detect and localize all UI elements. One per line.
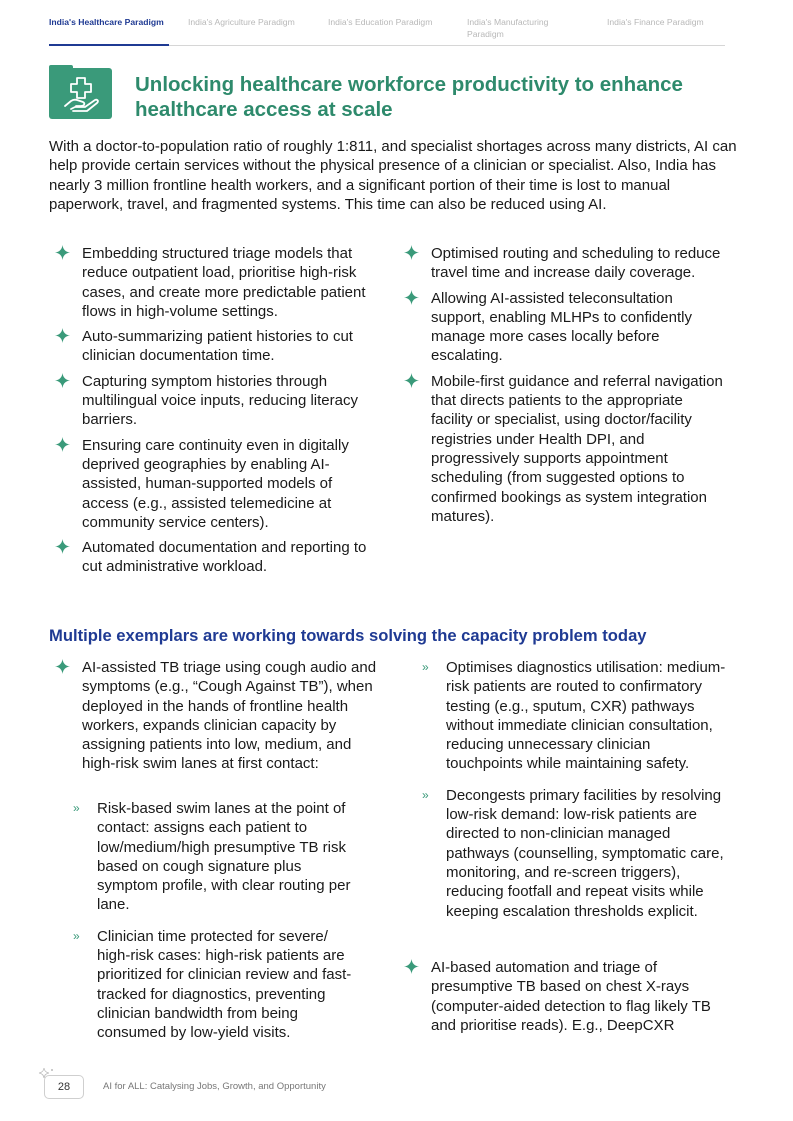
list-item: Optimised routing and scheduling to reduce travel time and increase daily coverage. (398, 244, 728, 283)
list-item: Capturing symptom histories through multilingual voice inputs, reducing literacy barriers. (49, 372, 379, 430)
sparkle-icon (404, 290, 419, 305)
bullet-list-left (49, 244, 379, 583)
double-chevron-icon: » (422, 787, 429, 802)
list-item: » Optimises diagnostics utilisation: medium-risk patients are routed to confirmatory testing (e.g., sputum, CXR) pathways without immediate clinician consultation, reducing unnecessary clinician touchpoints while maintaining safety. (422, 659, 726, 773)
paradigm-tabs (49, 16, 725, 46)
sparkle-icon (404, 959, 419, 974)
tab-healthcare[interactable]: India's Healthcare Paradigm (49, 16, 169, 46)
page-number: 28 (44, 1075, 84, 1099)
exemplar-sub-list-right (412, 658, 728, 933)
tab-manufacturing[interactable]: India's Manufacturing Paradigm (467, 17, 549, 39)
list-item: Ensuring care continuity even in digitally deprived geographies by enabling AI-assisted, human-supported models of access (e.g., assisted telemedicine at community service centers). (49, 436, 379, 532)
sparkle-icon (55, 328, 70, 343)
list-item: Allowing AI-assisted teleconsultation support, enabling MLHPs to confidently manage more cases locally before escalating. (398, 289, 728, 366)
tab-agriculture[interactable]: India's Agriculture Paradigm (188, 17, 295, 27)
sparkle-icon (55, 659, 70, 674)
bullet-list-right (398, 244, 728, 532)
double-chevron-icon: » (422, 660, 429, 674)
double-chevron-icon: » (73, 928, 80, 943)
list-item: Mobile-first guidance and referral navigation that directs patients to the appropriate facility or specialist, using doctor/facility registries under Health DPI, and progressively supports appointment scheduling (from suggested options to confirmed bookings as system integration matures). (398, 372, 728, 526)
exemplar-second-list (398, 958, 728, 1041)
sparkle-icon (404, 373, 419, 388)
exemplar-sub-list-left (63, 799, 363, 1055)
list-item: Auto-summarizing patient histories to cut clinician documentation time. (49, 327, 379, 366)
intro-paragraph: With a doctor-to-population ratio of roughly 1:811, and specialist shortages across many districts, AI can help provide certain services without the physical presence of a clinician or specialist. Also, India has nearly 3 million frontline health workers, and a significant portion of their time is lost to manual paperwork, travel, and fragmented systems. This time can also be reduced using AI. (49, 138, 737, 213)
list-item: » Clinician time protected for severe/ high-risk cases: high-risk patients are prioritized for clinician review and fast-tracked for diagnostics, preventing clinician bandwidth from being consumed by low-yield visits. (73, 927, 352, 1042)
footer-title: AI for ALL: Catalysing Jobs, Growth, and Opportunity (103, 1081, 326, 1092)
sparkle-icon (55, 539, 70, 554)
list-item: Automated documentation and reporting to cut administrative workload. (49, 538, 379, 577)
exemplars-heading: Multiple exemplars are working towards solving the capacity problem today (49, 626, 647, 645)
sparkle-icon (55, 437, 70, 452)
list-item: AI-based automation and triage of presumptive TB based on chest X-rays (computer-aided detection to flag likely TB and prioritise reads). E.g., DeepCXR (398, 958, 728, 1035)
list-item: AI-assisted TB triage using cough audio and symptoms (e.g., “Cough Against TB”), when deployed in the hands of frontline health workers, expands clinician capacity by assigning patients into low, medium, and high-risk swim lanes at first contact: (49, 658, 379, 774)
exemplar-main-list (49, 658, 379, 780)
list-item: » Decongests primary facilities by resolving low-risk demand: low-risk patients are directed to non-clinician managed pathways (counselling, symptomatic care, monitoring, and re-screen triggers), reducing footfall and repeat visits while keeping escalation thresholds explicit. (422, 786, 724, 920)
sparkle-icon (55, 373, 70, 388)
sparkle-icon (55, 245, 70, 260)
section-title: Unlocking healthcare workforce productivity to enhance healthcare access at scale (135, 73, 683, 121)
tab-education[interactable]: India's Education Paradigm (328, 17, 433, 27)
list-item: Embedding structured triage models that reduce outpatient load, prioritise high-risk cases, and create more predictable patient flows in high-volume settings. (49, 244, 379, 321)
hand-holding-medical-cross-icon (49, 68, 112, 119)
list-item: » Risk-based swim lanes at the point of contact: assigns each patient to low/medium/high presumptive TB risk based on cough signature plus symptom profile, with clear routing per lane. (73, 800, 351, 914)
tab-finance[interactable]: India's Finance Paradigm (607, 17, 704, 27)
sparkle-icon (404, 245, 419, 260)
double-chevron-icon: » (73, 801, 80, 815)
